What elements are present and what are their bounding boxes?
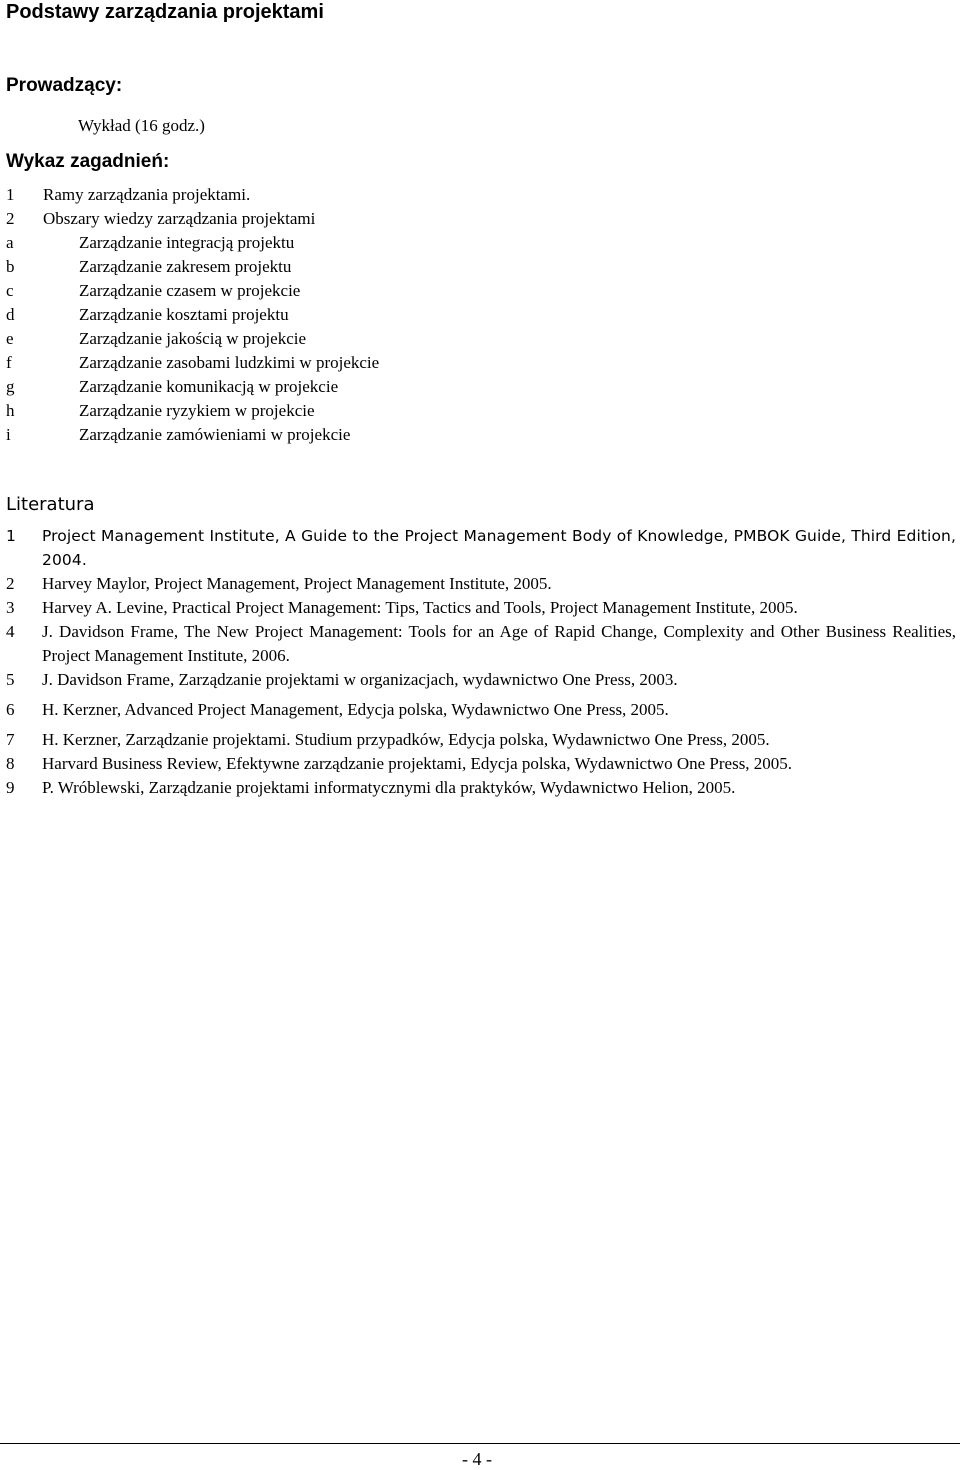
subtopic-letter: g (6, 377, 15, 396)
subtopic-letter: b (6, 257, 15, 276)
subtopic-text: Zarządzanie zasobami ludzkimi w projekcie (79, 353, 380, 372)
references-list (6, 524, 956, 800)
subtopic-text: Zarządzanie jakością w projekcie (79, 329, 307, 348)
reference-text: Project Management Institute, A Guide to the Project Management Body of Knowledge, PMBOK Guide, Third Edition, 2004. (42, 527, 956, 569)
reference-number: 6 (6, 700, 15, 719)
page-number: - 4 - (462, 1449, 492, 1469)
reference-text: H. Kerzner, Advanced Project Management, Edycja polska, Wydawnictwo One Press, 2005. (42, 700, 669, 719)
reference-item (6, 752, 956, 776)
document-title: Podstawy zarządzania projektami (6, 1, 324, 23)
subtopic-text: Zarządzanie integracją projektu (79, 233, 295, 252)
reference-item (6, 776, 956, 800)
reference-item (6, 668, 956, 692)
subtopic-text: Zarządzanie zamówieniami w projekcie (79, 425, 351, 444)
reference-text: Harvey Maylor, Project Management, Project Management Institute, 2005. (42, 574, 552, 593)
reference-item (6, 620, 956, 668)
reference-item (6, 524, 956, 572)
lecturer-label: Prowadzący: (6, 75, 123, 96)
topic-number: 1 (6, 185, 15, 204)
reference-item (6, 698, 956, 722)
reference-number: 8 (6, 754, 15, 773)
topic-number: 2 (6, 209, 15, 228)
subtopic-letter: e (6, 329, 14, 348)
reference-number: 9 (6, 778, 15, 797)
topic-text: Obszary wiedzy zarządzania projektami (43, 209, 316, 228)
reference-text: J. Davidson Frame, Zarządzanie projektami w organizacjach, wydawnictwo One Press, 2003. (42, 670, 678, 689)
reference-text: Harvey A. Levine, Practical Project Management: Tips, Tactics and Tools, Project Management Institute, 2005. (42, 598, 798, 617)
subtopic-text: Zarządzanie ryzykiem w projekcie (79, 401, 315, 420)
subtopic-letter: i (6, 425, 11, 444)
topics-heading: Wykaz zagadnień: (6, 151, 170, 172)
reference-item (6, 728, 956, 752)
subtopic-text: Zarządzanie czasem w projekcie (79, 281, 301, 300)
subtopic-letter: c (6, 281, 14, 300)
reference-text: H. Kerzner, Zarządzanie projektami. Studium przypadków, Edycja polska, Wydawnictwo One Press, 2005. (42, 730, 770, 749)
subtopic-text: Zarządzanie zakresem projektu (79, 257, 292, 276)
reference-number: 5 (6, 670, 15, 689)
subtopic-letter: d (6, 305, 15, 324)
literature-heading: Literatura (6, 494, 95, 515)
reference-number: 4 (6, 622, 15, 641)
reference-number: 1 (6, 527, 16, 545)
lecture-hours: Wykład (16 godz.) (78, 116, 205, 135)
reference-text: Harvard Business Review, Efektywne zarządzanie projektami, Edycja polska, Wydawnictwo One Press, 2005. (42, 754, 793, 773)
subtopic-letter: f (6, 353, 12, 372)
subtopic-letter: h (6, 401, 15, 420)
subtopic-text: Zarządzanie kosztami projektu (79, 305, 289, 324)
footer-divider (0, 1443, 960, 1444)
subtopic-text: Zarządzanie komunikacją w projekcie (79, 377, 339, 396)
reference-number: 3 (6, 598, 15, 617)
reference-number: 7 (6, 730, 15, 749)
reference-item (6, 572, 956, 596)
topic-text: Ramy zarządzania projektami. (43, 185, 251, 204)
reference-number: 2 (6, 574, 15, 593)
reference-item (6, 596, 956, 620)
reference-text: J. Davidson Frame, The New Project Management: Tools for an Age of Rapid Change, Complexity and Other Business Realities, Project Management Institute, 2006. (42, 622, 956, 665)
subtopic-letter: a (6, 233, 14, 252)
reference-text: P. Wróblewski, Zarządzanie projektami informatycznymi dla praktyków, Wydawnictwo Helion, 2005. (42, 778, 736, 797)
